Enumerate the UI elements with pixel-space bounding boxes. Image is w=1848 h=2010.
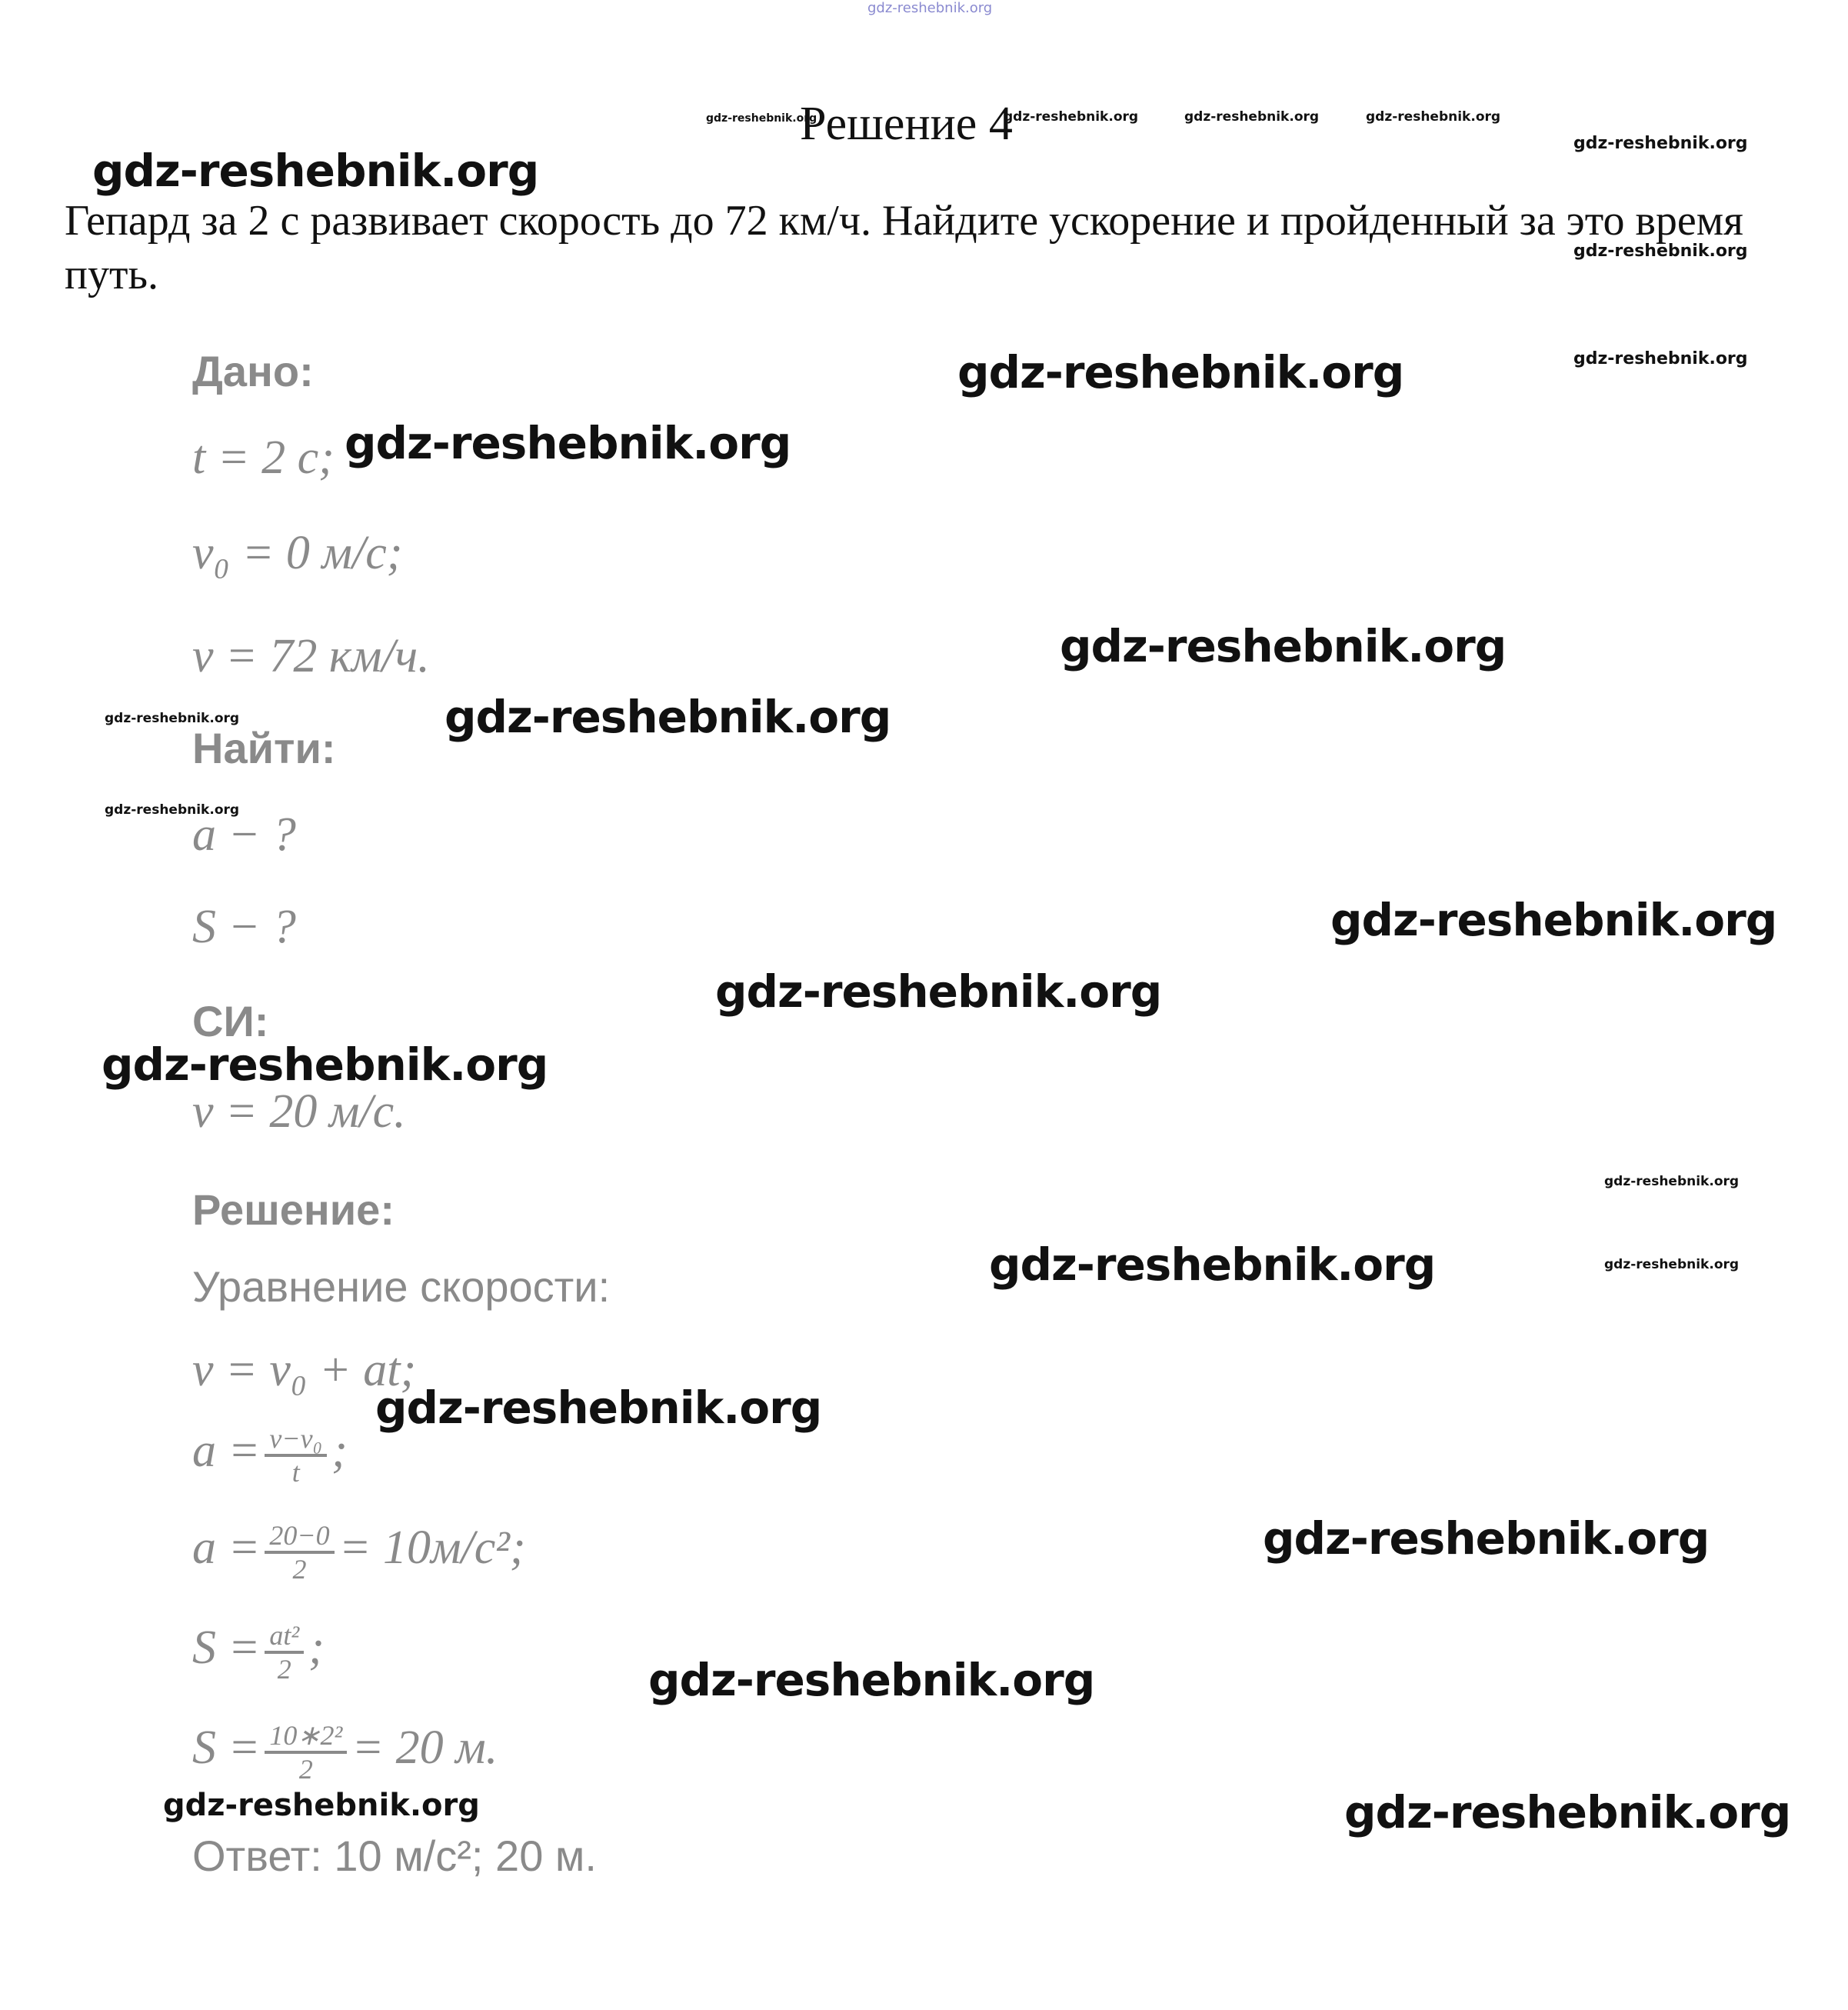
find-heading: Найти:	[192, 724, 336, 772]
solution-heading: Решение:	[192, 1185, 395, 1234]
fraction-numerator: 10∗2²	[265, 1720, 347, 1754]
fraction-numerator: at²	[265, 1620, 304, 1654]
watermark: gdz-reshebnik.org	[1263, 1512, 1710, 1565]
fraction-numerator: 20−0	[265, 1520, 334, 1554]
fraction-denominator: 2	[277, 1654, 291, 1685]
equation-s-formula	[192, 1620, 325, 1685]
given-heading: Дано:	[192, 347, 314, 395]
watermark: gdz-reshebnik.org	[1573, 242, 1748, 261]
equation-label: Уравнение скорости:	[192, 1262, 611, 1311]
watermark: gdz-reshebnik.org	[105, 802, 240, 818]
equation-tail: = 10м/с²;	[338, 1522, 526, 1575]
watermark: gdz-reshebnik.org	[1184, 109, 1320, 125]
equation-velocity: v = v₀ + at;	[192, 1344, 417, 1396]
equation-a-value	[192, 1520, 526, 1585]
watermark: gdz-reshebnik.org	[1604, 1174, 1740, 1189]
equation-s-value	[192, 1720, 498, 1785]
watermark: gdz-reshebnik.org	[1573, 134, 1748, 153]
si-heading: СИ:	[192, 997, 269, 1045]
si-value: v = 20 м/с.	[192, 1085, 406, 1138]
fraction-denominator: 2	[298, 1754, 313, 1785]
fraction-denominator: t	[291, 1457, 300, 1488]
watermark: gdz-reshebnik.org	[957, 346, 1404, 398]
fraction-numerator: v−v₀	[265, 1423, 327, 1457]
watermark: gdz-reshebnik.org	[706, 112, 817, 125]
problem-text: Гепард за 2 с развивает скорость до 72 км/ч. Найдите ускорение и пройденный за это время путь.	[65, 197, 1743, 298]
watermark: gdz-reshebnik.org	[1366, 109, 1501, 125]
find-a: a − ?	[192, 808, 296, 861]
watermark: gdz-reshebnik.org	[92, 145, 539, 197]
equation-tail: = 20 м.	[351, 1722, 498, 1775]
watermark: gdz-reshebnik.org	[105, 711, 240, 726]
given-t: t = 2 с;	[192, 432, 335, 484]
fraction	[265, 1520, 334, 1585]
fraction-denominator: 2	[292, 1554, 307, 1585]
watermark: gdz-reshebnik.org	[1060, 620, 1507, 672]
fraction	[265, 1423, 327, 1488]
equation-tail: ;	[331, 1425, 348, 1478]
given-v0: v₀ = 0 м/с;	[192, 527, 403, 579]
find-s: S − ?	[192, 901, 296, 953]
given-v: v = 72 км/ч.	[192, 630, 430, 682]
watermark: gdz-reshebnik.org	[345, 417, 791, 469]
watermark-top: gdz-reshebnik.org	[867, 0, 993, 16]
watermark: gdz-reshebnik.org	[1344, 1786, 1791, 1838]
watermark: gdz-reshebnik.org	[989, 1238, 1436, 1291]
equation-lhs: a =	[192, 1522, 261, 1575]
watermark: gdz-reshebnik.org	[163, 1788, 480, 1823]
watermark: gdz-reshebnik.org	[1604, 1257, 1740, 1272]
watermark: gdz-reshebnik.org	[1004, 109, 1139, 125]
watermark: gdz-reshebnik.org	[648, 1654, 1095, 1706]
equation-lhs: S =	[192, 1622, 261, 1675]
watermark: gdz-reshebnik.org	[102, 1038, 548, 1091]
equation-lhs: S =	[192, 1722, 261, 1775]
watermark: gdz-reshebnik.org	[445, 691, 891, 743]
watermark: gdz-reshebnik.org	[1573, 349, 1748, 368]
watermark: gdz-reshebnik.org	[715, 965, 1162, 1018]
page-title: Решение 4	[800, 98, 1013, 150]
watermark: gdz-reshebnik.org	[1330, 894, 1777, 946]
fraction	[265, 1620, 304, 1685]
equation-a-formula	[192, 1423, 348, 1488]
answer: Ответ: 10 м/с²; 20 м.	[192, 1832, 597, 1880]
watermark: gdz-reshebnik.org	[375, 1382, 822, 1434]
equation-lhs: a =	[192, 1425, 261, 1478]
equation-tail: ;	[308, 1622, 325, 1675]
fraction	[265, 1720, 347, 1785]
